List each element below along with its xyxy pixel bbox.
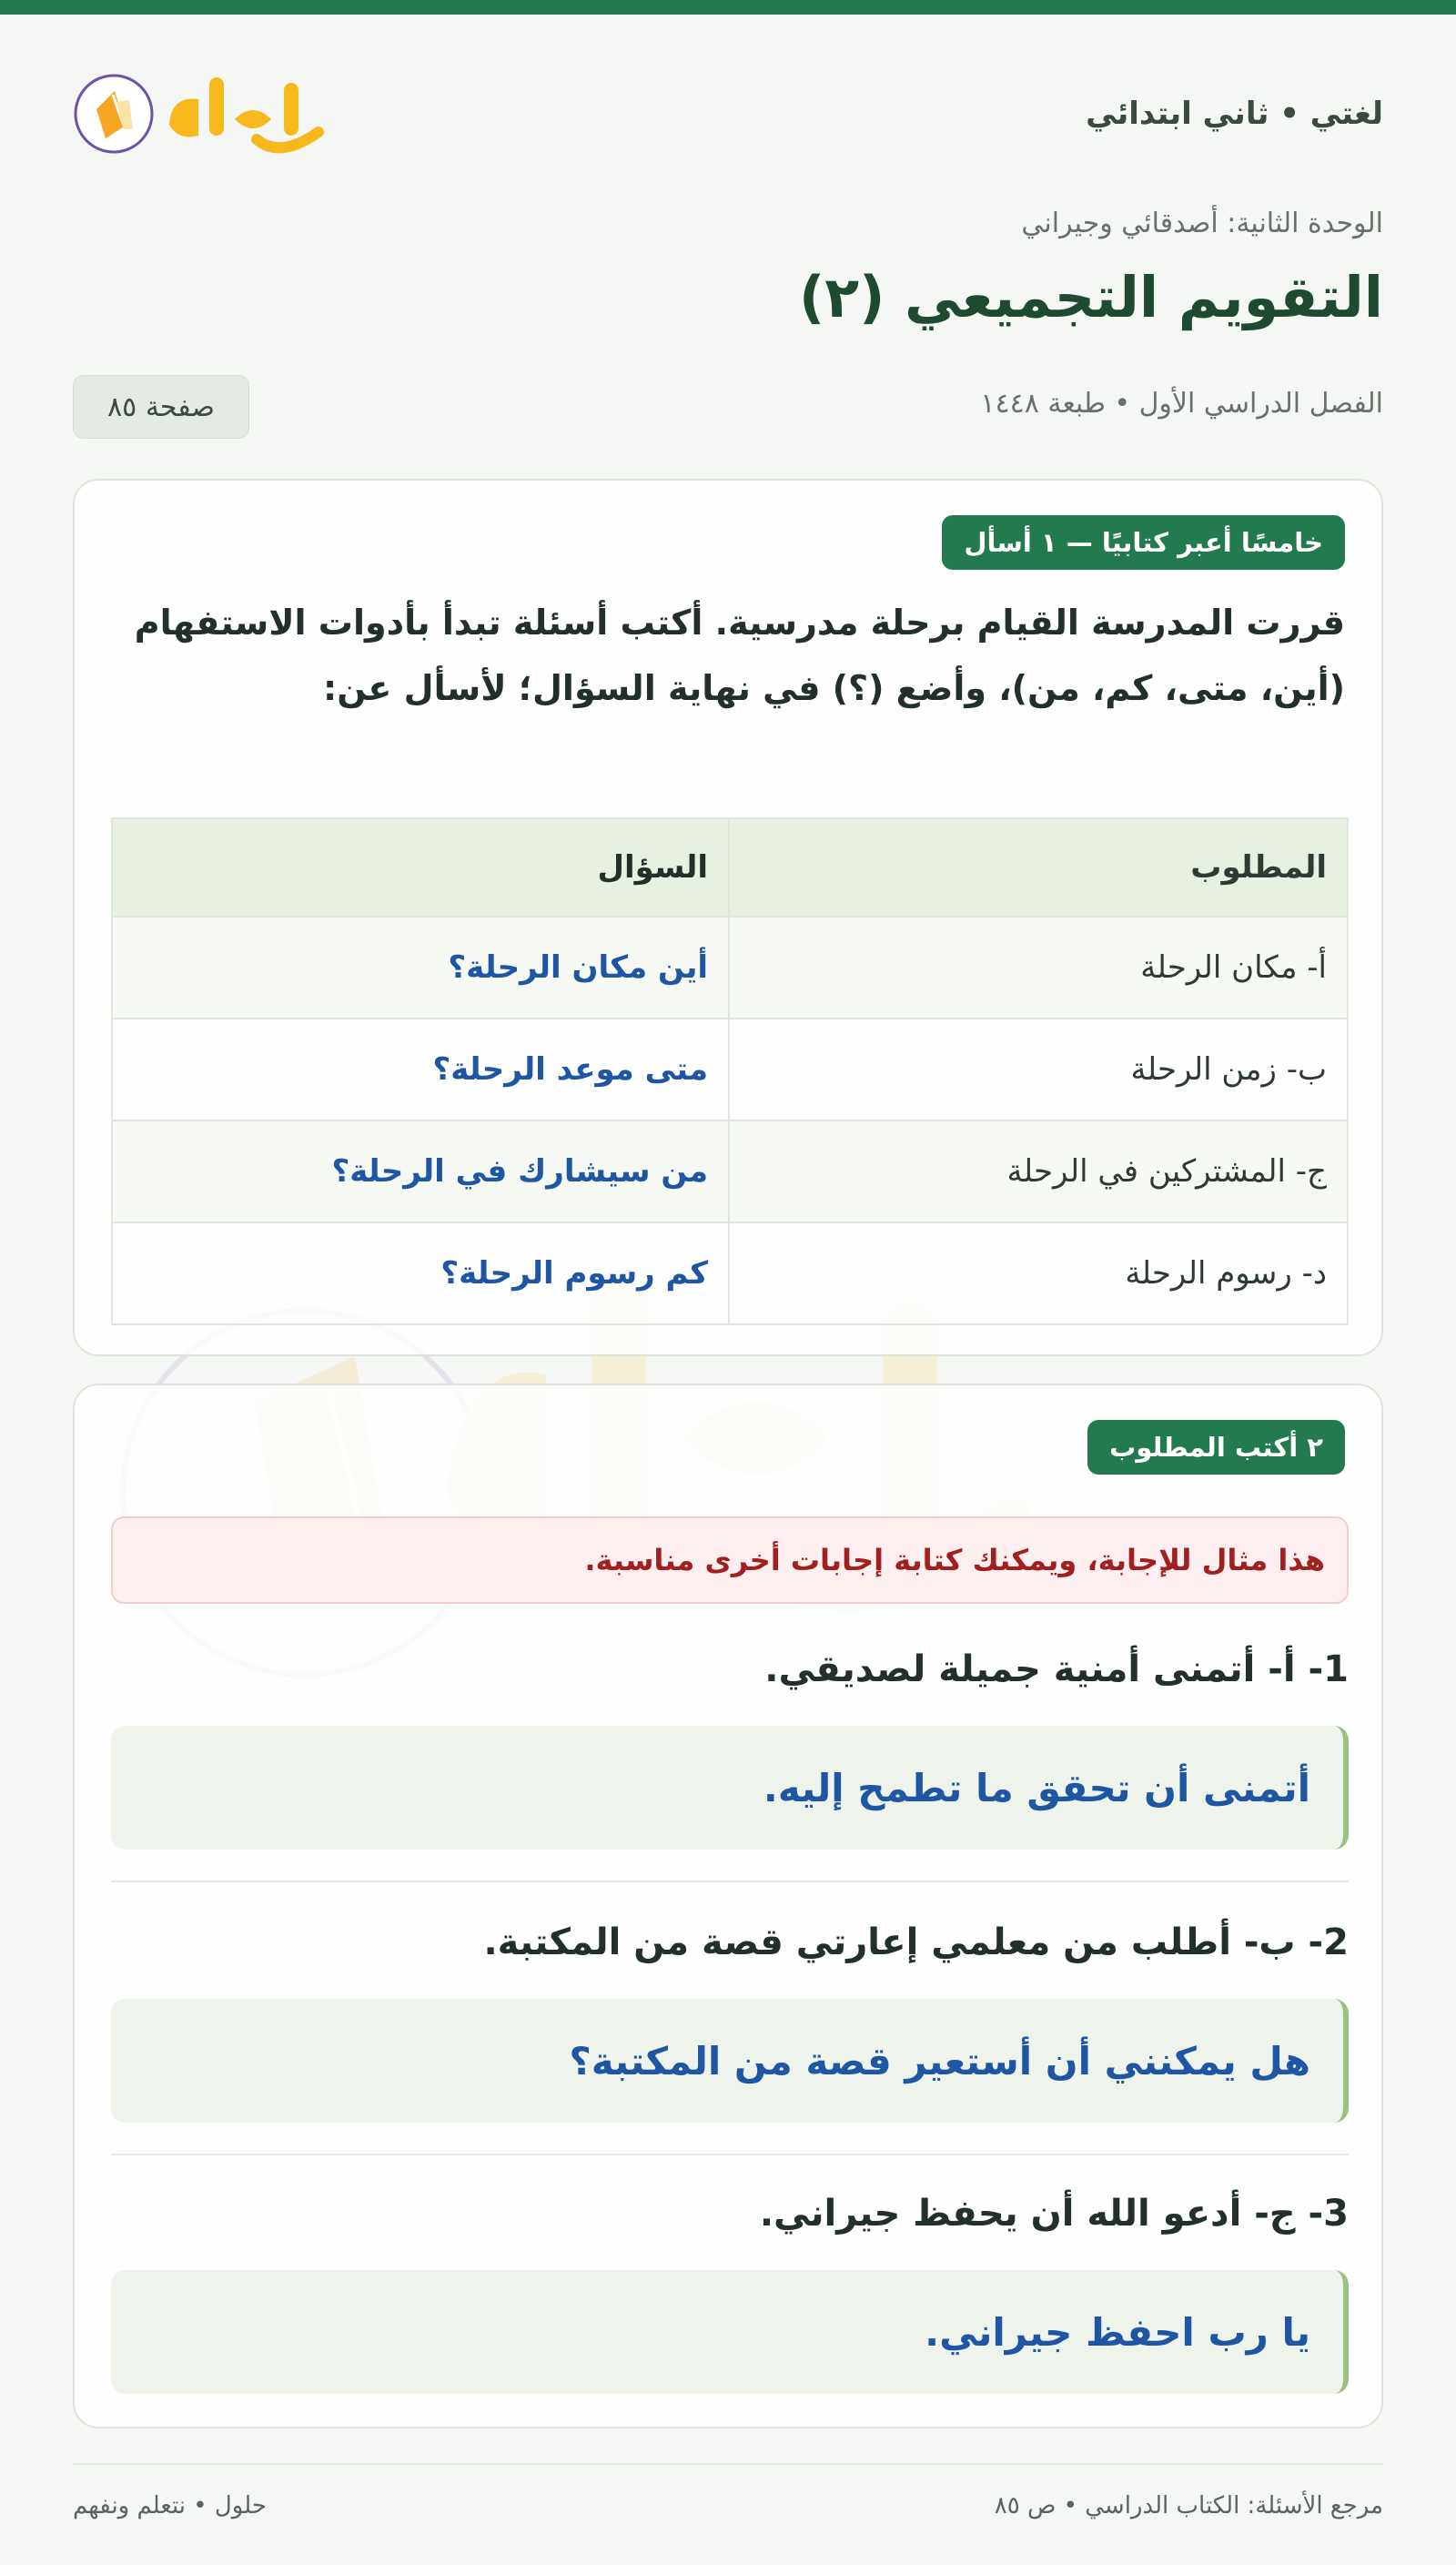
exercise-prompt: 1- أ- أتمنى أمنية جميلة لصديقي. [764,1648,1349,1690]
exercise-answer: هل يمكنني أن أستعير قصة من المكتبة؟ [111,1999,1349,2123]
exercise-answer: يا رب احفظ جيراني. [111,2270,1349,2394]
footer-divider [73,2463,1383,2465]
page-title: التقويم التجميعي (٢) [798,264,1383,330]
header-requirement: المطلوب [729,818,1348,917]
item-divider [111,2154,1349,2155]
table-row [112,1222,1348,1324]
exercise-prompt: 2- ب- أطلب من معلمي إعارتي قصة من المكتبة. [483,1921,1349,1963]
section-ask-prompt: قررت المدرسة القيام برحلة مدرسية. أكتب أسئلة تبدأ بأدوات الاستفهام (أين، متى، كم، من)، وأضع (؟) في نهاية السؤال؛ لأسأل عن: [134,603,1345,708]
requirement-cell: ب- زمن الرحلة [729,1019,1348,1120]
question-answer-cell: أين مكان الرحلة؟ [112,917,729,1019]
table-header-row [112,818,1348,917]
item-divider [111,1881,1349,1882]
example-note: هذا مثال للإجابة، ويمكنك كتابة إجابات أخرى مناسبة. [111,1516,1349,1604]
book-icon [73,73,155,155]
exercise-item [111,1642,1349,1850]
exercise-item [111,1915,1349,2123]
page-number-badge: صفحة ٨٥ [73,375,249,439]
question-answer-cell: من سيشارك في الرحلة؟ [112,1120,729,1222]
site-logo[interactable] [73,68,326,159]
question-answer-cell: كم رسوم الرحلة؟ [112,1222,729,1324]
table-row [112,917,1348,1019]
top-accent-bar [0,0,1456,15]
logo-wordmark-icon [162,68,326,159]
requirement-cell: د- رسوم الرحلة [729,1222,1348,1324]
questions-table [111,817,1349,1325]
requirement-cell: أ- مكان الرحلة [729,917,1348,1019]
section-write-card [73,1384,1383,2428]
exercise-item [111,2186,1349,2394]
page-header [73,55,1383,173]
section-ask-card [73,479,1383,1356]
subject-label: لغتي • ثاني ابتدائي [1086,96,1383,132]
semester-label: الفصل الدراسي الأول • طبعة ١٤٤٨ [980,388,1383,420]
footer-brand[interactable]: حلول • نتعلم ونفهم [73,2492,267,2519]
unit-label: الوحدة الثانية: أصدقائي وجيراني [1021,208,1383,239]
section-ask-tag: خامسًا أعبر كتابيًا — ١ أسأل [942,515,1345,570]
section-write-tag: ٢ أكتب المطلوب [1087,1420,1345,1475]
table-row [112,1120,1348,1222]
requirement-cell: ج- المشتركين في الرحلة [729,1120,1348,1222]
exercise-answer: أتمنى أن تحقق ما تطمح إليه. [111,1726,1349,1850]
header-question: السؤال [112,818,729,917]
question-answer-cell: متى موعد الرحلة؟ [112,1019,729,1120]
table-row [112,1019,1348,1120]
footer-source: مرجع الأسئلة: الكتاب الدراسي • ص ٨٥ [994,2492,1383,2519]
exercise-prompt: 3- ج- أدعو الله أن يحفظ جيراني. [759,2193,1349,2235]
